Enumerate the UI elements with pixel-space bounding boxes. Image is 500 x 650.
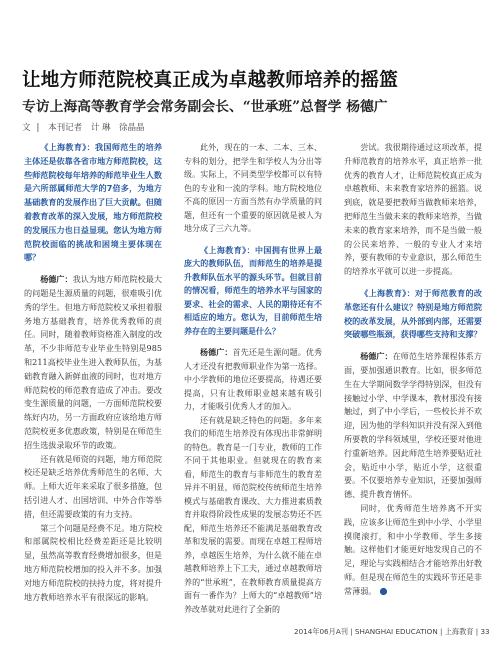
byline-label: 文 [22,123,31,133]
interview-answer [184,141,322,236]
byline-separator: | [36,123,40,133]
paragraph-text: 第三个问题是经费不足。地方院校和部属院校相比经费差距还是比较明显，虽然高等教育经费增加很多，但是地方师范院校增加的投入并不多。加强对地方师范院校的扶持力度，将对提升地方教师培养水平有很深远的影响。 [24,522,162,602]
interview-answer [344,141,482,279]
paragraph-text: 对于师范教育的改革您还有什么建议？特别是地方师范院校的改革发展，从外部到内部，还需要突破哪些瓶颈，获得哪些支持和支撑？ [344,287,482,340]
interview-question [184,244,322,339]
paragraph-text: 此外，现在的一本、二本、三本、专科的划分，把学生和学校人为分出等级。实际上，不同类型学校都可以有特色的专业和一流的学科。地方院校地位不高的原因一方面当然有办学质量的问题，但还有一个重要的原因就是被人为地分成了三六九等。 [184,143,322,233]
page-footer: 2014年06月A刊 | SHANGHAI EDUCATION | 上海教育 | 33 [294,627,490,636]
interview-answer [344,350,482,502]
paragraph-text: 在师范生培养课程体系方面，要加强通识教育。比如，很多师范生在大学期间数学学得特别深，但没有接触过小学、中学课本，教材那没有接触过，到了中小学后，一些校长并不欢迎，因为他的学科知识并没有深入到他所要教的学科领域里，学校还要对他进行重新培养。因此师范生培养要贴近社会，贴近中小学，贴近小学，这很重要。不仅要培养专业知识，还要加强师德、提升教育情怀。 [344,351,482,500]
text-column-1 [24,141,162,604]
byline-role: 本刊记者 [48,123,83,133]
speaker-label: 杨德广： [40,274,73,285]
article-title: 让地方师范院校真正成为卓越教师培养的摇篮 [22,70,399,91]
paragraph-text: 中国拥有世界上最庞大的教师队伍，而师范生的培养是提升教师队伍水平的源头环节。但就目前的情况看，师范生的培养水平与国家的要求、社会的需求、人民的期待还有不相适应的地方。您认为，目前师范生培养存在的主要问题是什么？ [184,245,322,336]
paragraph-text: 还有就是师资的问题，地方师范院校还是缺乏培养优秀师范生的名师、大师。上师大近年来采取了很多措施，包括引进人才、出国培训、中外合作等举措，但还需要政策的有力支持。 [24,453,162,519]
paragraph-gap [24,265,162,273]
paragraph-gap [344,342,482,350]
interview-answer [24,453,162,522]
interview-answer [24,273,162,452]
interview-answer [184,346,322,414]
text-column-3 [344,141,482,599]
paragraph-text: 我国师范生的培养主体还是依靠各省市地方师范院校，这些师范院校每年培养的师范毕业生人数是六所部属师范大学的7倍多，为地方基础教育的发展作出了巨大贡献。但随着教育改革的深入发展，地方师范院校的发展压力也日益显现。您认为地方师范院校面临的挑战和困境主要体现在哪？ [24,142,162,263]
byline [22,121,282,133]
interview-answer [24,522,162,605]
speaker-label: 杨德广： [360,351,393,362]
paragraph-text: 尝试。我很期待通过这项改革，提升师范教育的培养水平，真正培养一批优秀的教育人才，让师范院校真正成为卓越教师、未来教育家培养的摇篮。说到底，就是要把教师当做教师来培养，把师范生当做未来的教师来培养，当做未来的教育家来培养，而不是当做一般的公民来培养、一般的专业人才来培养，要有教师的专业意识，那么师范生的培养水平就可以进一步提高。 [344,142,482,277]
speaker-label: 《上海教育》： [200,245,255,255]
speaker-label: 《上海教育》： [40,142,96,152]
paragraph-gap [184,338,322,346]
speaker-label: 杨德广： [200,347,233,357]
article-subtitle: 专访上海高等教育学会常务副会长、“世承班”总督学 杨德广 [22,99,388,115]
interview-question [344,287,482,342]
paragraph-text: 同时，优秀师范生培养离不开实践，应该多让师范生到中小学、小学里摸爬滚打，和中小学教师、学生多接触。这样他们才能更好地发现自己的不足，理论与实践相结合才能培养出好教师。但是现在师范生的实践环节还是非常薄弱。 [344,502,482,596]
paragraph-text: 首先还是生源问题。优秀人才还没有把教师职业作为第一选择。中小学教师的地位还要提高，待遇还要提高，只有让教师职业越来越有吸引力，才能吸引优秀人才的加入。 [184,348,323,411]
paragraph-text: 还有就是缺乏特色的问题。多年来我们的师范生培养没有体现出非常鲜明的特色。教育是一门专业，教师的工作不同于其他职业。但就现在的教育来看，师范生的教育与非师范生的教育差异并不明显，师范院校传统师范生培养模式与基础教育课改、大力推进素质教育并取得阶段性成果的发展态势还不匹配，师范生培养还不能满足基础教育改革和发展的需要。而现在卓越工程师培养，卓越医生培养，为什么就不能在卓越教师培养上下工夫，通过卓越教师培养的“世承班”，在教师教育质量提高方面有一番作为？上师大的“卓越教师”培养改革就对此进行了全新的 [184,415,322,614]
paragraph-text: 我认为地方师范院校最大的问题是生源质量的问题，很难吸引优秀的学生。但地方师范院校又承担着服务地方基础教育，培养优秀教师的责任。同时，随着教师资格准入制度的改革，不少非师范专业毕业生特别是985和211高校毕业生进入教师队伍，为基础教育融入新鲜血液的同时，也对地方师范院校的师范教育造成了冲击。要改变生源质量的问题，一方面师范院校要练好内功，另一方面政府应该给地方师范院校更多优惠政策，特别是在师范生招生选拔录取环节的政策。 [24,274,162,450]
article-end-icon [379,587,388,596]
byline-reporters: 计 琳 徐晶晶 [90,123,145,133]
paragraph-gap [184,236,322,244]
paragraph-gap [344,279,482,287]
interview-answer [184,414,322,617]
speaker-label: 《上海教育》： [360,287,416,298]
interview-answer [344,502,482,599]
text-column-2 [184,141,322,616]
interview-question [24,141,162,265]
